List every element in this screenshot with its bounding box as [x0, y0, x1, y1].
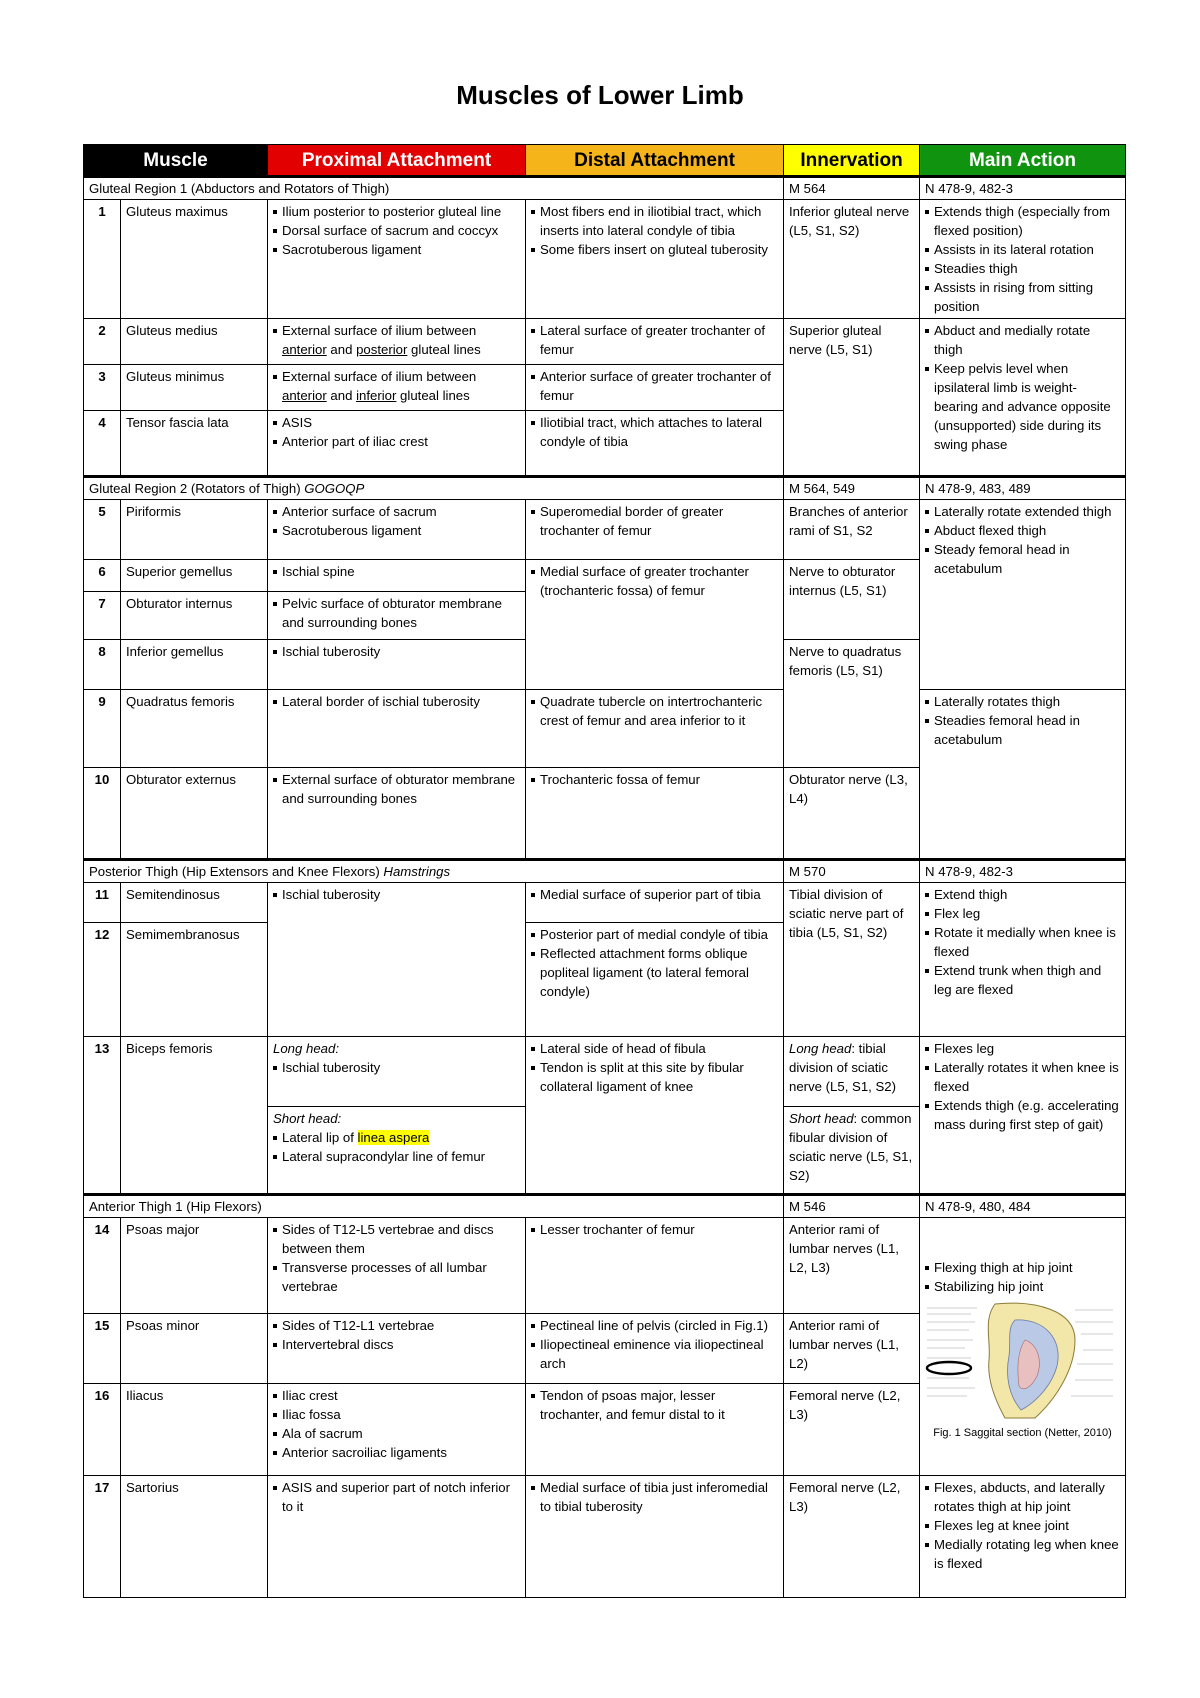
innervation-cell: Obturator nerve (L3, L4) — [784, 768, 920, 860]
innervation-cell: Nerve to obturator internus (L5, S1) — [784, 560, 920, 640]
list-item: Flex leg — [925, 904, 1120, 923]
row-number: 1 — [84, 200, 121, 319]
muscle-name: Quadratus femoris — [121, 690, 268, 768]
list-item: Assists in rising from sitting position — [925, 278, 1120, 316]
row-number: 17 — [84, 1476, 121, 1598]
distal-cell — [526, 923, 784, 1037]
list-item: Reflected attachment forms oblique popliteal ligament (to lateral femoral condyle) — [531, 944, 778, 1001]
muscle-name: Gluteus minimus — [121, 365, 268, 411]
list-item: Intervertebral discs — [273, 1335, 520, 1354]
innervation-cell: Anterior rami of lumbar nerves (L1, L2, L3) — [784, 1218, 920, 1314]
muscle-name: Gluteus maximus — [121, 200, 268, 319]
muscle-name: Superior gemellus — [121, 560, 268, 592]
pelvis-sagittal-figure — [925, 1300, 1115, 1422]
table-row — [84, 1037, 1126, 1107]
section-title: Gluteal Region 1 (Abductors and Rotators of Thigh) — [84, 177, 784, 200]
proximal-cell — [268, 1218, 526, 1314]
list-item: Flexing thigh at hip joint — [925, 1258, 1120, 1277]
list-item: Iliopectineal eminence via iliopectineal arch — [531, 1335, 778, 1373]
header-muscle: Muscle — [84, 145, 268, 177]
list-item: Pelvic surface of obturator membrane and surrounding bones — [273, 594, 520, 632]
header-innervation: Innervation — [784, 145, 920, 177]
action-cell — [920, 1218, 1126, 1476]
innervation-cell: Short head: common fibular division of sciatic nerve (L5, S1, S2) — [784, 1107, 920, 1195]
proximal-cell — [268, 200, 526, 319]
list-item: Abduct and medially rotate thigh — [925, 321, 1120, 359]
table-row — [84, 200, 1126, 319]
list-item: Keep pelvis level when ipsilateral limb is weight-bearing and advance opposite (unsupported) side during its swing phase — [925, 359, 1120, 454]
pelvis-illustration — [925, 1300, 1115, 1422]
distal-cell — [526, 319, 784, 365]
header-row — [84, 145, 1126, 177]
row-number: 16 — [84, 1384, 121, 1476]
list-item: Assists in its lateral rotation — [925, 240, 1120, 259]
row-number: 10 — [84, 768, 121, 860]
list-item: Medial surface of greater trochanter (trochanteric fossa) of femur — [531, 562, 778, 600]
muscle-name: Psoas major — [121, 1218, 268, 1314]
header-action: Main Action — [920, 145, 1126, 177]
action-cell — [920, 200, 1126, 319]
list-item: Dorsal surface of sacrum and coccyx — [273, 221, 520, 240]
row-number: 8 — [84, 640, 121, 690]
proximal-cell — [268, 768, 526, 860]
list-item: Lesser trochanter of femur — [531, 1220, 778, 1239]
section-ref-m: M 564, 549 — [784, 477, 920, 500]
innervation-cell: Long head: tibial division of sciatic nerve (L5, S1, S2) — [784, 1037, 920, 1107]
row-number: 6 — [84, 560, 121, 592]
row-number: 7 — [84, 592, 121, 640]
list-item: Sides of T12-L1 vertebrae — [273, 1316, 520, 1335]
proximal-cell — [268, 1314, 526, 1384]
list-item: Iliac crest — [273, 1386, 520, 1405]
distal-cell — [526, 411, 784, 477]
table-row — [84, 690, 1126, 768]
muscle-name: Semimembranosus — [121, 923, 268, 1037]
section-ref-n: N 478-9, 482-3 — [920, 177, 1126, 200]
row-number: 15 — [84, 1314, 121, 1384]
list-item: Rotate it medially when knee is flexed — [925, 923, 1120, 961]
distal-cell — [526, 1384, 784, 1476]
list-item: Transverse processes of all lumbar vertebrae — [273, 1258, 520, 1296]
list-item: Posterior part of medial condyle of tibia — [531, 925, 778, 944]
list-item: Lateral side of head of fibula — [531, 1039, 778, 1058]
row-number: 2 — [84, 319, 121, 365]
list-item: Lateral supracondylar line of femur — [273, 1147, 520, 1166]
muscle-name: Inferior gemellus — [121, 640, 268, 690]
list-item: Laterally rotates thigh — [925, 692, 1120, 711]
distal-cell — [526, 1476, 784, 1598]
figure-caption: Fig. 1 Saggital section (Netter, 2010) — [933, 1427, 1112, 1439]
proximal-cell — [268, 365, 526, 411]
list-item: Some fibers insert on gluteal tuberosity — [531, 240, 778, 259]
proximal-cell — [268, 883, 526, 1037]
proximal-cell — [268, 411, 526, 477]
innervation-cell: Anterior rami of lumbar nerves (L1, L2) — [784, 1314, 920, 1384]
list-item: Ischial spine — [273, 562, 520, 581]
list-item: Laterally rotates it when knee is flexed — [925, 1058, 1120, 1096]
list-item: Flexes, abducts, and laterally rotates thigh at hip joint — [925, 1478, 1120, 1516]
list-item: Anterior part of iliac crest — [273, 432, 520, 451]
row-number: 13 — [84, 1037, 121, 1195]
list-item: Sides of T12-L5 vertebrae and discs between them — [273, 1220, 520, 1258]
list-item: External surface of ilium between anterior and posterior gluteal lines — [273, 321, 520, 359]
list-item: Lateral lip of linea aspera — [273, 1128, 520, 1147]
innervation-cell: Superior gluteal nerve (L5, S1) — [784, 319, 920, 477]
distal-cell — [526, 365, 784, 411]
list-item: Medial surface of superior part of tibia — [531, 885, 778, 904]
muscle-table — [83, 144, 1126, 1598]
muscle-name: Iliacus — [121, 1384, 268, 1476]
section-row — [84, 860, 1126, 883]
distal-cell — [526, 1037, 784, 1195]
action-cell — [920, 319, 1126, 477]
list-item: Anterior surface of greater trochanter of femur — [531, 367, 778, 405]
action-cell — [920, 883, 1126, 1037]
row-number: 12 — [84, 923, 121, 1037]
list-item: Ischial tuberosity — [273, 642, 520, 661]
innervation-cell: Inferior gluteal nerve (L5, S1, S2) — [784, 200, 920, 319]
table-row — [84, 319, 1126, 365]
distal-cell — [526, 690, 784, 768]
innervation-cell: Branches of anterior rami of S1, S2 — [784, 500, 920, 560]
section-ref-m: M 570 — [784, 860, 920, 883]
innervation-cell: Femoral nerve (L2, L3) — [784, 1476, 920, 1598]
table-row — [84, 1218, 1126, 1314]
muscle-name: Obturator internus — [121, 592, 268, 640]
muscle-name: Psoas minor — [121, 1314, 268, 1384]
list-item: Steady femoral head in acetabulum — [925, 540, 1120, 578]
section-ref-n: N 478-9, 480, 484 — [920, 1195, 1126, 1218]
list-item: ASIS — [273, 413, 520, 432]
row-number: 4 — [84, 411, 121, 477]
distal-cell — [526, 1314, 784, 1384]
list-item: Superomedial border of greater trochanter of femur — [531, 502, 778, 540]
list-item: ASIS and superior part of notch inferior to it — [273, 1478, 520, 1516]
action-cell — [920, 1476, 1126, 1598]
section-ref-n: N 478-9, 483, 489 — [920, 477, 1126, 500]
distal-cell — [526, 768, 784, 860]
list-item: Extend thigh — [925, 885, 1120, 904]
row-number: 3 — [84, 365, 121, 411]
list-item: Quadrate tubercle on intertrochanteric crest of femur and area inferior to it — [531, 692, 778, 730]
distal-cell — [526, 1218, 784, 1314]
page-title: Muscles of Lower Limb — [456, 80, 744, 110]
table-row — [84, 500, 1126, 560]
proximal-cell — [268, 690, 526, 768]
section-title: Anterior Thigh 1 (Hip Flexors) — [84, 1195, 784, 1218]
row-number: 9 — [84, 690, 121, 768]
distal-cell — [526, 200, 784, 319]
proximal-cell — [268, 1107, 526, 1195]
muscle-name: Semitendinosus — [121, 883, 268, 923]
muscle-name: Piriformis — [121, 500, 268, 560]
list-item: Anterior sacroiliac ligaments — [273, 1443, 520, 1462]
proximal-cell — [268, 500, 526, 560]
proximal-cell — [268, 640, 526, 690]
list-item: Flexes leg — [925, 1039, 1120, 1058]
list-item: External surface of ilium between anterior and inferior gluteal lines — [273, 367, 520, 405]
section-title: Gluteal Region 2 (Rotators of Thigh) GOGOQP — [84, 477, 784, 500]
muscle-name: Obturator externus — [121, 768, 268, 860]
row-number: 11 — [84, 883, 121, 923]
list-item: Flexes leg at knee joint — [925, 1516, 1120, 1535]
short-head-label: Short head: — [273, 1111, 342, 1126]
list-item: External surface of obturator membrane and surrounding bones — [273, 770, 520, 808]
muscle-name: Gluteus medius — [121, 319, 268, 365]
list-item: Ischial tuberosity — [273, 885, 520, 904]
list-item: Extends thigh (especially from flexed position) — [925, 202, 1120, 240]
section-ref-n: N 478-9, 482-3 — [920, 860, 1126, 883]
list-item: Iliotibial tract, which attaches to lateral condyle of tibia — [531, 413, 778, 451]
action-cell — [920, 1037, 1126, 1195]
list-item: Medial surface of tibia just inferomedial to tibial tuberosity — [531, 1478, 778, 1516]
list-item: Sacrotuberous ligament — [273, 240, 520, 259]
list-item: Steadies femoral head in acetabulum — [925, 711, 1120, 749]
list-item: Extends thigh (e.g. accelerating mass during first step of gait) — [925, 1096, 1120, 1134]
list-item: Steadies thigh — [925, 259, 1120, 278]
list-item: Tendon of psoas major, lesser trochanter, and femur distal to it — [531, 1386, 778, 1424]
list-item: Iliac fossa — [273, 1405, 520, 1424]
list-item: Medially rotating leg when knee is flexed — [925, 1535, 1120, 1573]
header-distal: Distal Attachment — [526, 145, 784, 177]
list-item: Stabilizing hip joint — [925, 1277, 1120, 1296]
distal-cell — [526, 883, 784, 923]
list-item: Ilium posterior to posterior gluteal line — [273, 202, 520, 221]
list-item: Lateral surface of greater trochanter of femur — [531, 321, 778, 359]
list-item: Trochanteric fossa of femur — [531, 770, 778, 789]
header-proximal: Proximal Attachment — [268, 145, 526, 177]
list-item: Ischial tuberosity — [273, 1058, 520, 1077]
proximal-cell — [268, 1476, 526, 1598]
section-ref-m: M 546 — [784, 1195, 920, 1218]
proximal-cell — [268, 592, 526, 640]
section-row — [84, 1195, 1126, 1218]
muscle-name: Biceps femoris — [121, 1037, 268, 1195]
distal-cell — [526, 560, 784, 690]
proximal-cell — [268, 560, 526, 592]
muscle-name: Tensor fascia lata — [121, 411, 268, 477]
table-row — [84, 883, 1126, 923]
innervation-cell: Femoral nerve (L2, L3) — [784, 1384, 920, 1476]
distal-cell — [526, 500, 784, 560]
list-item: Extend trunk when thigh and leg are flexed — [925, 961, 1120, 999]
proximal-cell — [268, 1037, 526, 1107]
proximal-cell — [268, 319, 526, 365]
table-row — [84, 1476, 1126, 1598]
row-number: 14 — [84, 1218, 121, 1314]
list-item: Abduct flexed thigh — [925, 521, 1120, 540]
list-item: Tendon is split at this site by fibular collateral ligament of knee — [531, 1058, 778, 1096]
innervation-cell: Tibial division of sciatic nerve part of tibia (L5, S1, S2) — [784, 883, 920, 1037]
section-title: Posterior Thigh (Hip Extensors and Knee Flexors) Hamstrings — [84, 860, 784, 883]
row-number: 5 — [84, 500, 121, 560]
list-item: Sacrotuberous ligament — [273, 521, 520, 540]
innervation-cell: Nerve to quadratus femoris (L5, S1) — [784, 640, 920, 768]
section-row — [84, 177, 1126, 200]
list-item: Anterior surface of sacrum — [273, 502, 520, 521]
muscle-name: Sartorius — [121, 1476, 268, 1598]
list-item: Ala of sacrum — [273, 1424, 520, 1443]
list-item: Laterally rotate extended thigh — [925, 502, 1120, 521]
proximal-cell — [268, 1384, 526, 1476]
long-head-label: Long head: — [273, 1041, 340, 1056]
section-row — [84, 477, 1126, 500]
action-cell — [920, 690, 1126, 860]
list-item: Most fibers end in iliotibial tract, which inserts into lateral condyle of tibia — [531, 202, 778, 240]
list-item: Lateral border of ischial tuberosity — [273, 692, 520, 711]
action-cell — [920, 500, 1126, 690]
section-ref-m: M 564 — [784, 177, 920, 200]
list-item: Pectineal line of pelvis (circled in Fig.1) — [531, 1316, 778, 1335]
